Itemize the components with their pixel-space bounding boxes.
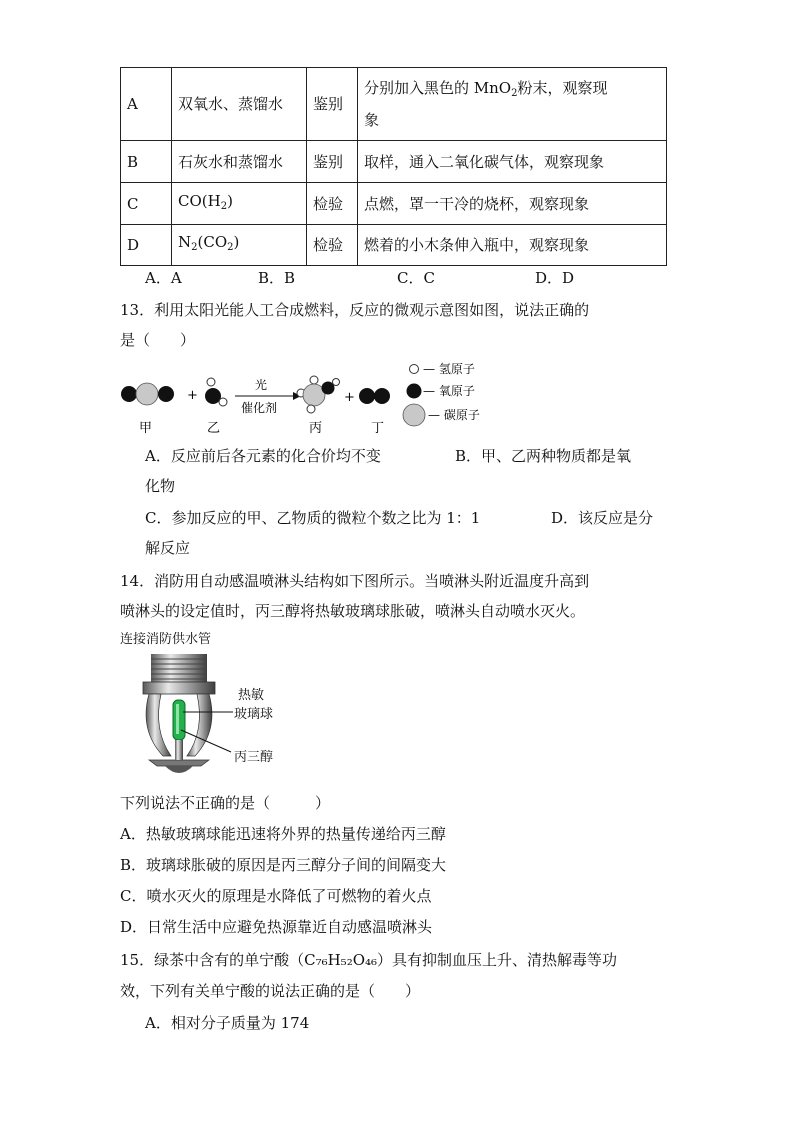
plus-sign: + [344, 390, 355, 405]
q14-question: 下列说法不正确的是（ ） [120, 794, 331, 812]
row-operation: 鉴别 [307, 68, 358, 141]
row-letter: D [121, 225, 172, 266]
bulb-highlight [176, 704, 179, 734]
label-glass-bulb: 玻璃球 [234, 707, 274, 722]
legend-carbon: — 碳原子 [428, 408, 480, 422]
q14-stem-line2: 喷淋头的设定值时，丙三醇将热敏玻璃球胀破，喷淋头自动喷水灭火。 [120, 602, 586, 620]
deflector-cone [165, 766, 193, 773]
frame-arm-left [146, 694, 171, 756]
q12-choice-a[interactable]: A．A [145, 269, 182, 287]
q13-option-d[interactable]: D．该反应是分 [551, 509, 654, 527]
q13-option-b-cont: 化物 [145, 477, 176, 495]
hydrogen-atom-icon [307, 405, 315, 413]
row-method: 分别加入黑色的 MnO$_2$粉末，观察现 象 [358, 68, 667, 141]
row-substance: $CO(H_2)$ [172, 183, 307, 225]
label-bing: 丙 [309, 421, 323, 436]
legend-oxygen-icon [407, 384, 422, 399]
plus-sign: + [187, 388, 198, 403]
legend-hydrogen-icon [410, 365, 419, 374]
q13-option-c[interactable]: C．参加反应的甲、乙物质的微粒个数之比为 1：1 [145, 509, 481, 527]
hydrogen-atom-icon [310, 376, 318, 384]
sprinkler-thread [151, 654, 207, 682]
q13-stem-line1: 13．利用太阳光能人工合成燃料，反应的微观示意图如图，说法正确的 [120, 301, 590, 319]
row-operation: 检验 [307, 225, 358, 266]
hydrogen-atom-icon [219, 398, 227, 406]
oxygen-atom-icon [374, 388, 390, 404]
q12-choice-b[interactable]: B．B [258, 269, 296, 287]
row-substance: $N_2(CO_2)$ [172, 225, 307, 266]
q14-stem-line1: 14．消防用自动感温喷淋头结构如下图所示。当喷淋头附近温度升高到 [120, 572, 590, 590]
hydrogen-atom-icon [333, 379, 340, 386]
label-ding: 丁 [371, 421, 385, 436]
table-row [121, 141, 667, 183]
q13-stem-line2: 是（ ） [120, 331, 196, 349]
reaction-diagram [115, 360, 505, 438]
options-table [120, 67, 667, 266]
q15-option-a[interactable]: A．相对分子质量为 174 [145, 1014, 310, 1032]
row-letter: C [121, 183, 172, 225]
q14-option-b[interactable]: B．玻璃球胀破的原因是丙三醇分子间的间隔变大 [120, 856, 447, 874]
oxygen-atom-icon [158, 386, 174, 402]
legend-oxygen: — 氧原子 [423, 384, 475, 398]
row-operation: 鉴别 [307, 141, 358, 183]
sprinkler-figure [135, 650, 305, 780]
row-operation: 检验 [307, 183, 358, 225]
row-method: 取样，通入二氧化碳气体，观察现象 [358, 141, 667, 183]
bulb-seat [175, 740, 183, 760]
deflector [149, 760, 209, 766]
oxygen-atom-icon [121, 386, 137, 402]
carbon-atom-icon [136, 383, 158, 405]
arrow-condition-catalyst: 催化剂 [241, 401, 278, 415]
q13-option-b[interactable]: B．甲、乙两种物质都是氧 [455, 447, 632, 465]
label-glycerol: 丙三醇 [234, 750, 274, 765]
tannic-acid-formula: C₇₆H₅₂O₄₆ [304, 951, 378, 969]
table-row [121, 183, 667, 225]
sprinkler-top-label: 连接消防供水管 [120, 632, 212, 647]
table-row [121, 68, 667, 141]
q12-choice-d[interactable]: D．D [535, 269, 575, 287]
table-row [121, 225, 667, 266]
q13-option-a[interactable]: A．反应前后各元素的化合价均不变 [145, 447, 381, 465]
q13-option-d-cont: 解反应 [145, 539, 191, 557]
row-substance: 石灰水和蒸馏水 [172, 141, 307, 183]
q15-stem-line1: 15．绿茶中含有的单宁酸（C₇₆H₅₂O₄₆）具有抑制血压上升、清热解毒等功 [120, 951, 618, 969]
q14-option-c[interactable]: C．喷水灭火的原理是水降低了可燃物的着火点 [120, 887, 432, 905]
row-method: 点燃，罩一干冷的烧杯，观察现象 [358, 183, 667, 225]
q14-option-a[interactable]: A．热敏玻璃球能迅速将外界的热量传递给丙三醇 [120, 825, 446, 843]
q15-stem-line2: 效，下列有关单宁酸的说法正确的是（ ） [120, 982, 421, 1000]
legend-hydrogen: — 氢原子 [423, 362, 475, 376]
arrow-condition-light: 光 [255, 378, 268, 392]
label-heat-sensitive: 热敏 [238, 688, 265, 703]
hydrogen-atom-icon [207, 378, 215, 386]
row-substance: 双氧水、蒸馏水 [172, 68, 307, 141]
label-jia: 甲 [139, 421, 153, 436]
sprinkler-hex [143, 682, 215, 694]
q14-option-d[interactable]: D．日常生活中应避免热源靠近自动感温喷淋头 [120, 918, 433, 936]
legend-carbon-icon [403, 404, 425, 426]
row-letter: B [121, 141, 172, 183]
q12-choice-c[interactable]: C．C [397, 269, 435, 287]
row-method: 燃着的小木条伸入瓶中，观察现象 [358, 225, 667, 266]
label-yi: 乙 [207, 421, 221, 436]
row-letter: A [121, 68, 172, 141]
frame-arm-right [187, 694, 212, 756]
oxygen-atom-icon [359, 388, 375, 404]
